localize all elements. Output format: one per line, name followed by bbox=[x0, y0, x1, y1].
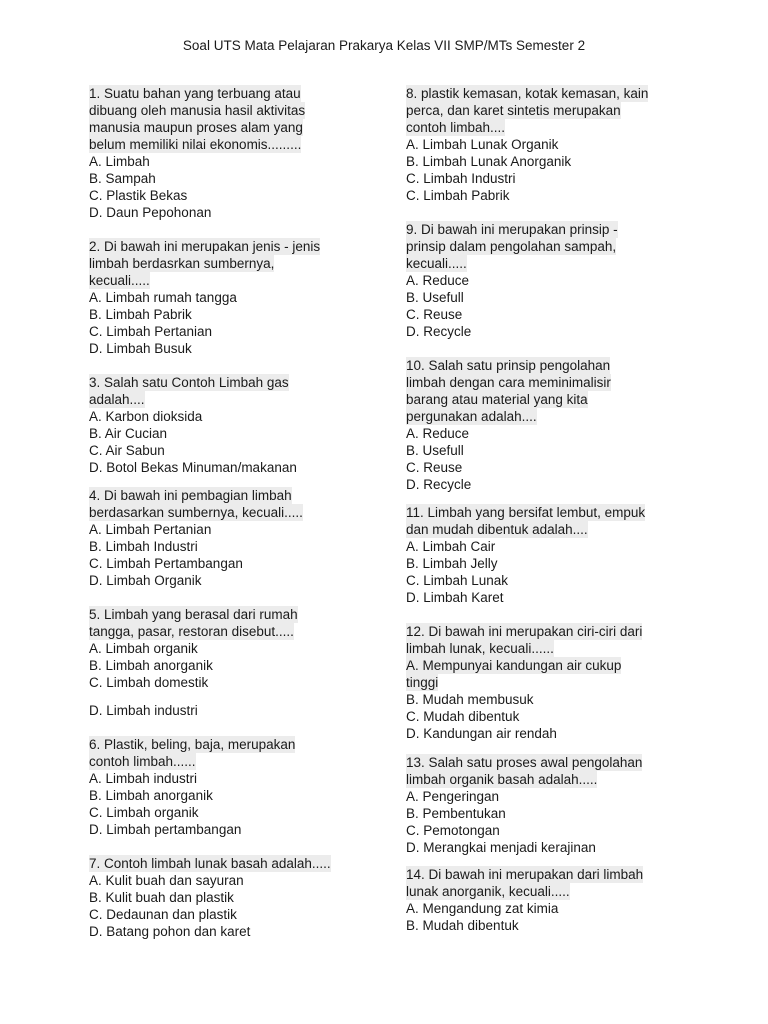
answer-option: B. Limbah Pabrik bbox=[89, 307, 192, 322]
answer-option: D. Recycle bbox=[406, 477, 472, 492]
answer-option: C. Limbah Pertambangan bbox=[89, 556, 243, 571]
question-8 bbox=[406, 85, 648, 204]
question-text: contoh limbah.... bbox=[406, 120, 506, 135]
answer-option: C. Limbah organik bbox=[89, 805, 199, 820]
question-text: 6. Plastik, beling, baja, merupakan bbox=[89, 737, 296, 752]
answer-option: B. Limbah Lunak Anorganik bbox=[406, 154, 572, 169]
answer-option: C. Limbah Pertanian bbox=[89, 324, 213, 339]
answer-option: D. Botol Bekas Minuman/makanan bbox=[89, 460, 297, 475]
question-text: limbah dengan cara meminimalisir bbox=[406, 375, 611, 390]
question-text: 3. Salah satu Contoh Limbah gas bbox=[89, 375, 289, 390]
question-text: kecuali..... bbox=[406, 256, 467, 271]
answer-option: B. Sampah bbox=[89, 171, 156, 186]
answer-option: B. Kulit buah dan plastik bbox=[89, 890, 234, 905]
answer-option: C. Limbah Lunak bbox=[406, 573, 509, 588]
answer-option: A. Limbah Pertanian bbox=[89, 522, 212, 537]
answer-option: B. Mudah membusuk bbox=[406, 692, 534, 707]
question-text: limbah organik basah adalah..... bbox=[406, 772, 598, 787]
question-text: 14. Di bawah ini merupakan dari limbah bbox=[406, 867, 644, 882]
answer-option: C. Limbah Pabrik bbox=[406, 188, 510, 203]
answer-option: C. Reuse bbox=[406, 307, 463, 322]
question-text: belum memiliki nilai ekonomis......... bbox=[89, 137, 302, 152]
answer-option: A. Limbah rumah tangga bbox=[89, 290, 237, 305]
question-text: limbah lunak, kecuali...... bbox=[406, 641, 554, 656]
question-2 bbox=[89, 238, 320, 357]
answer-option: B. Limbah Industri bbox=[89, 539, 198, 554]
question-text: kecuali..... bbox=[89, 273, 150, 288]
question-text: barang atau material yang kita bbox=[406, 392, 588, 407]
answer-option: B. Limbah anorganik bbox=[89, 658, 213, 673]
answer-option: B. Pembentukan bbox=[406, 806, 506, 821]
question-14 bbox=[406, 866, 643, 934]
question-text: contoh limbah...... bbox=[89, 754, 196, 769]
question-7 bbox=[89, 855, 331, 940]
question-5 bbox=[89, 606, 298, 719]
question-text: 8. plastik kemasan, kotak kemasan, kain bbox=[406, 86, 649, 101]
question-text: dan mudah dibentuk adalah.... bbox=[406, 522, 588, 537]
question-text: limbah berdasrkan sumbernya, bbox=[89, 256, 275, 271]
answer-option: D. Limbah Organik bbox=[89, 573, 202, 588]
question-text: berdasarkan sumbernya, kecuali..... bbox=[89, 505, 303, 520]
answer-option: B. Usefull bbox=[406, 290, 464, 305]
answer-option: A. Limbah Lunak Organik bbox=[406, 137, 559, 152]
question-text: pergunakan adalah.... bbox=[406, 409, 537, 424]
answer-option: B. Mudah dibentuk bbox=[406, 918, 519, 933]
answer-option: D. Daun Pepohonan bbox=[89, 205, 212, 220]
answer-option: A. Limbah Cair bbox=[406, 539, 496, 554]
answer-option: D. Batang pohon dan karet bbox=[89, 924, 251, 939]
answer-option: B. Limbah anorganik bbox=[89, 788, 213, 803]
answer-option: A. Limbah bbox=[89, 154, 150, 169]
answer-option: C. Pemotongan bbox=[406, 823, 500, 838]
question-text: 13. Salah satu proses awal pengolahan bbox=[406, 755, 643, 770]
question-3 bbox=[89, 374, 297, 476]
question-text: prinsip dalam pengolahan sampah, bbox=[406, 239, 617, 254]
question-text: 10. Salah satu prinsip pengolahan bbox=[406, 358, 611, 373]
answer-option: A. Kulit buah dan sayuran bbox=[89, 873, 244, 888]
answer-option: D. Limbah industri bbox=[89, 703, 198, 718]
answer-option: D. Limbah Karet bbox=[406, 590, 504, 605]
answer-option: B. Usefull bbox=[406, 443, 464, 458]
answer-option: D. Limbah pertambangan bbox=[89, 822, 242, 837]
answer-option: C. Limbah domestik bbox=[89, 675, 209, 690]
question-text: 5. Limbah yang berasal dari rumah bbox=[89, 607, 298, 622]
answer-option: C. Reuse bbox=[406, 460, 463, 475]
question-text: tangga, pasar, restoran disebut..... bbox=[89, 624, 294, 639]
answer-option: C. Plastik Bekas bbox=[89, 188, 188, 203]
question-text: 9. Di bawah ini merupakan prinsip - bbox=[406, 222, 618, 237]
answer-option: D. Merangkai menjadi kerajinan bbox=[406, 840, 596, 855]
answer-option: C. Air Sabun bbox=[89, 443, 165, 458]
question-text: 11. Limbah yang bersifat lembut, empuk bbox=[406, 505, 646, 520]
question-text: adalah.... bbox=[89, 392, 145, 407]
question-text: 7. Contoh limbah lunak basah adalah..... bbox=[89, 856, 331, 871]
answer-option: A. Reduce bbox=[406, 426, 470, 441]
answer-option: A. Mempunyai kandungan air cukup bbox=[406, 658, 622, 673]
question-text: manusia maupun proses alam yang bbox=[89, 120, 303, 135]
answer-option: A. Mengandung zat kimia bbox=[406, 901, 559, 916]
page-title: Soal UTS Mata Pelajaran Prakarya Kelas VII SMP/MTs Semester 2 bbox=[182, 38, 586, 53]
question-text: dibuang oleh manusia hasil aktivitas bbox=[89, 103, 306, 118]
answer-option: A. Reduce bbox=[406, 273, 470, 288]
question-6 bbox=[89, 736, 295, 838]
question-text: 4. Di bawah ini pembagian limbah bbox=[89, 488, 292, 503]
question-text: 1. Suatu bahan yang terbuang atau bbox=[89, 86, 301, 101]
answer-option: C. Limbah Industri bbox=[406, 171, 516, 186]
question-10 bbox=[406, 357, 611, 493]
answer-option: B. Limbah Jelly bbox=[406, 556, 498, 571]
question-12 bbox=[406, 623, 642, 742]
question-4 bbox=[89, 487, 303, 589]
question-11 bbox=[406, 504, 645, 606]
question-text: 12. Di bawah ini merupakan ciri-ciri dari bbox=[406, 624, 643, 639]
answer-option: D. Recycle bbox=[406, 324, 472, 339]
answer-option: C. Dedaunan dan plastik bbox=[89, 907, 237, 922]
answer-option: D. Kandungan air rendah bbox=[406, 726, 557, 741]
question-13 bbox=[406, 754, 642, 856]
answer-option: A. Limbah organik bbox=[89, 641, 198, 656]
question-text: perca, dan karet sintetis merupakan bbox=[406, 103, 621, 118]
answer-option: A. Limbah industri bbox=[89, 771, 198, 786]
question-1 bbox=[89, 85, 305, 221]
question-9 bbox=[406, 221, 618, 340]
answer-option: D. Limbah Busuk bbox=[89, 341, 192, 356]
answer-option: tinggi bbox=[406, 675, 439, 690]
question-text: lunak anorganik, kecuali..... bbox=[406, 884, 570, 899]
question-text: 2. Di bawah ini merupakan jenis - jenis bbox=[89, 239, 321, 254]
answer-option: B. Air Cucian bbox=[89, 426, 168, 441]
answer-option: A. Karbon dioksida bbox=[89, 409, 203, 424]
answer-option: A. Pengeringan bbox=[406, 789, 500, 804]
answer-option: C. Mudah dibentuk bbox=[406, 709, 520, 724]
